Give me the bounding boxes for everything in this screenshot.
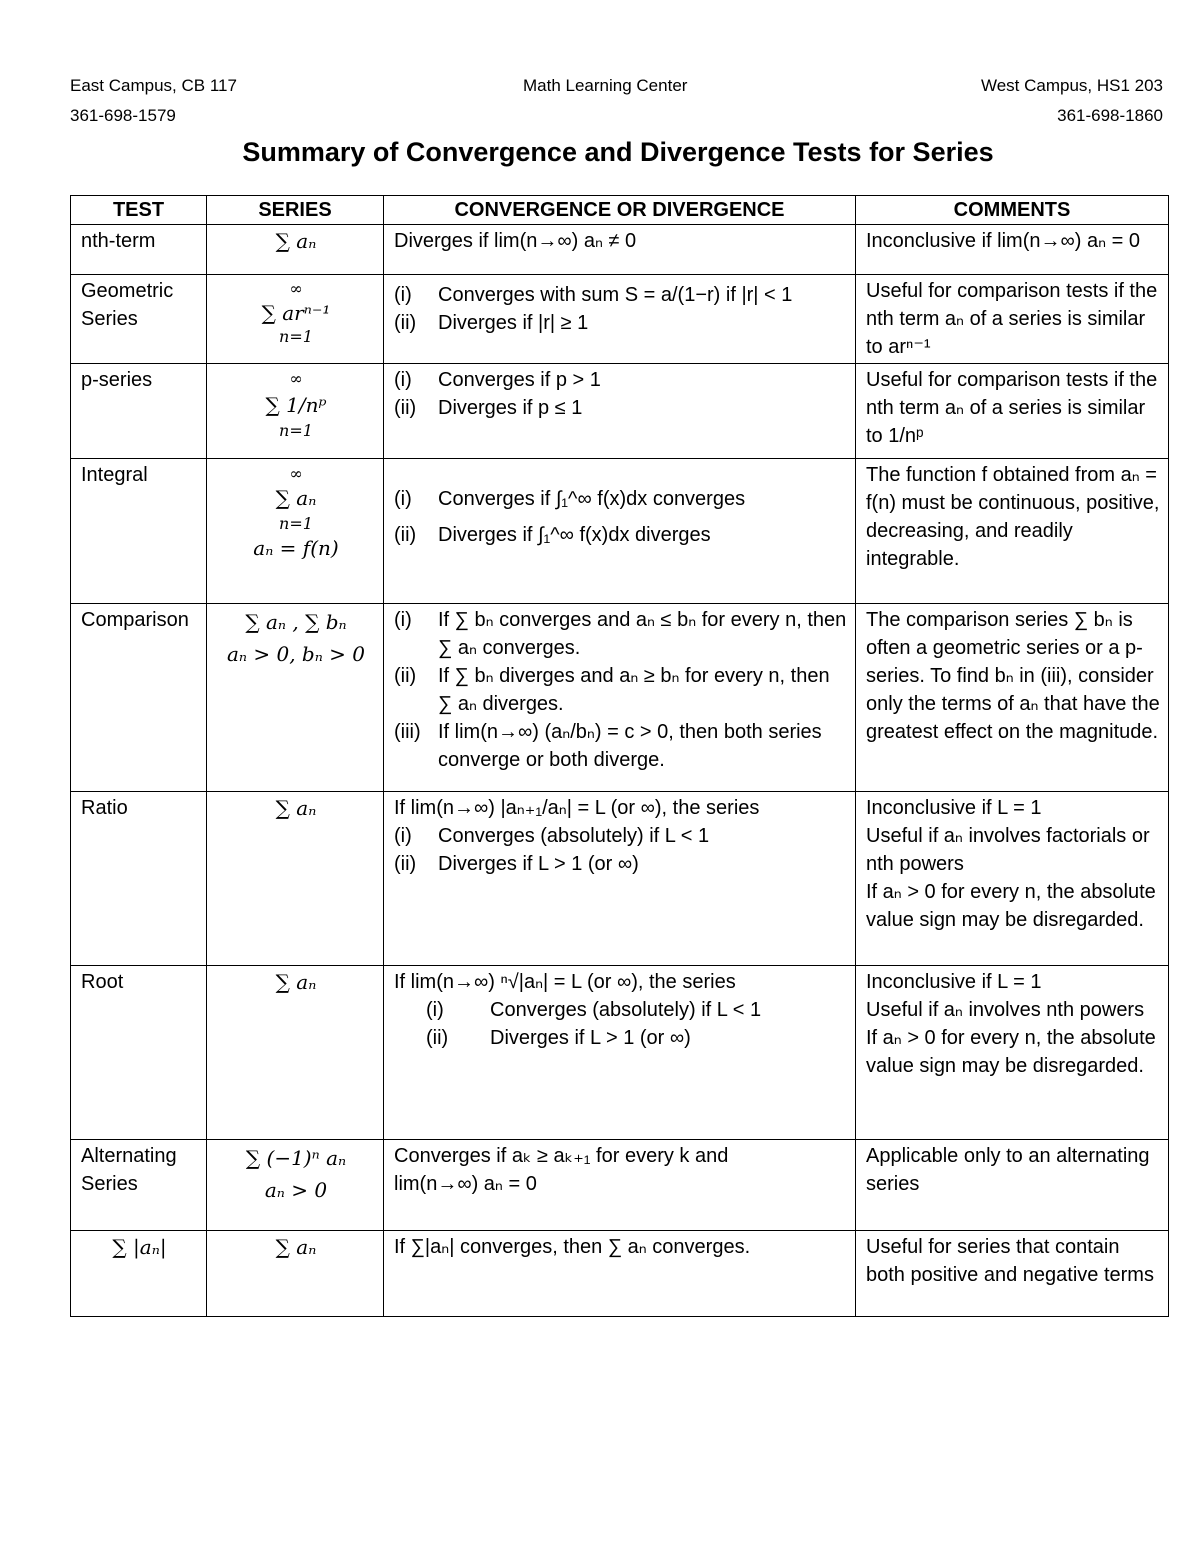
list-item — [394, 366, 847, 394]
series-cell — [207, 364, 384, 459]
series-upper-limit: ∞ — [289, 369, 303, 388]
test-name: Integral — [71, 459, 207, 604]
item-text: Converges (absolutely) if L < 1 — [438, 825, 710, 847]
series-lower-limit: n=1 — [279, 421, 313, 440]
convergence-text: If lim(n→∞) |aₙ₊₁/aₙ| = L (or ∞), the series — [394, 797, 760, 819]
convergence-cell — [384, 604, 856, 792]
convergence-text: If ∑|aₙ| converges, then ∑ aₙ converges. — [394, 1236, 751, 1258]
list-item — [394, 996, 847, 1024]
page-title: Summary of Convergence and Divergence Tests for Series — [242, 137, 994, 167]
comments-cell — [856, 604, 1169, 792]
tests-table — [70, 195, 1169, 1317]
series-formula: ∑ aₙ — [275, 229, 317, 253]
convergence-cell — [384, 275, 856, 364]
test-name: nth-term — [71, 225, 207, 275]
test-name: Root — [71, 966, 207, 1140]
comment-text: Useful if aₙ involves nth powers — [866, 999, 1145, 1021]
test-name: Alternating Series — [71, 1140, 207, 1231]
list-item — [394, 485, 847, 513]
table-row — [71, 225, 1169, 275]
list-item — [394, 606, 847, 662]
item-number: (i) — [394, 284, 412, 306]
item-text: Diverges if L > 1 (or ∞) — [438, 853, 639, 875]
header-right-line1: West Campus, HS1 203 — [980, 76, 1163, 95]
table-row — [71, 275, 1169, 364]
column-header-test: TEST — [71, 196, 207, 225]
convergence-cell — [384, 1140, 856, 1231]
convergence-text: Diverges if lim(n→∞) aₙ ≠ 0 — [394, 230, 637, 252]
table-row — [71, 966, 1169, 1140]
series-formula: ∑ (−1)ⁿ aₙ — [245, 1146, 347, 1170]
list-item — [394, 521, 847, 549]
series-formula: ∑ aₙ — [275, 486, 317, 510]
comment-text: Inconclusive if lim(n→∞) aₙ = 0 — [866, 230, 1140, 252]
comment-text: Inconclusive if L = 1 — [866, 797, 1042, 819]
series-condition: aₙ = f(n) — [253, 536, 339, 560]
series-formula: ∑ aₙ , ∑ bₙ — [245, 610, 347, 634]
list-item — [394, 394, 847, 422]
list-item — [394, 850, 847, 878]
convergence-text: lim(n→∞) aₙ = 0 — [394, 1173, 537, 1195]
comments-cell — [856, 364, 1169, 459]
series-formula: ∑ arⁿ⁻¹ — [261, 301, 331, 325]
item-text: If ∑ bₙ diverges and aₙ ≥ bₙ for every n, then ∑ aₙ diverges. — [438, 665, 830, 715]
item-text: Converges (absolutely) if L < 1 — [490, 999, 762, 1021]
item-text: Diverges if ∫₁^∞ f(x)dx diverges — [438, 524, 711, 546]
series-cell — [207, 966, 384, 1140]
series-formula: ∑ aₙ — [275, 970, 317, 994]
list-item — [394, 309, 847, 337]
table-row — [71, 1231, 1169, 1317]
list-item — [394, 822, 847, 850]
series-formula: ∑ aₙ — [275, 1235, 317, 1259]
item-text: Converges if ∫₁^∞ f(x)dx converges — [438, 488, 746, 510]
series-formula: ∑ aₙ — [275, 796, 317, 820]
comments-cell — [856, 1231, 1169, 1317]
convergence-cell — [384, 225, 856, 275]
list-item — [394, 662, 847, 718]
table-row — [71, 604, 1169, 792]
convergence-text: Converges if aₖ ≥ aₖ₊₁ for every k and — [394, 1145, 729, 1167]
item-number: (i) — [426, 999, 444, 1021]
header-left-line2: 361-698-1579 — [70, 106, 176, 125]
series-cell — [207, 459, 384, 604]
item-text: Converges with sum S = a/(1−r) if |r| < 1 — [438, 284, 793, 306]
item-number: (ii) — [394, 853, 417, 875]
series-condition: aₙ > 0, bₙ > 0 — [226, 642, 366, 666]
series-upper-limit: ∞ — [289, 464, 303, 483]
list-item — [394, 718, 847, 774]
series-cell — [207, 792, 384, 966]
list-item — [394, 281, 847, 309]
comment-text: Useful for series that contain both positive and negative terms — [866, 1236, 1154, 1286]
item-number: (iii) — [394, 721, 421, 743]
series-cell — [207, 275, 384, 364]
comment-text: If aₙ > 0 for every n, the absolute value sign may be disregarded. — [866, 1027, 1156, 1077]
item-number: (ii) — [394, 312, 417, 334]
item-number: (ii) — [394, 397, 417, 419]
test-name: Ratio — [71, 792, 207, 966]
column-header-comments: COMMENTS — [856, 196, 1169, 225]
comments-cell — [856, 225, 1169, 275]
column-header-convergence: CONVERGENCE OR DIVERGENCE — [384, 196, 856, 225]
test-name: Geometric Series — [71, 275, 207, 364]
item-number: (i) — [394, 488, 412, 510]
table-row — [71, 364, 1169, 459]
series-cell — [207, 604, 384, 792]
comment-text: Useful if aₙ involves factorials or nth powers — [866, 825, 1150, 875]
series-formula: ∑ 1/nᵖ — [265, 393, 327, 417]
comment-text: Useful for comparison tests if the nth term aₙ of a series is similar to 1/nᵖ — [866, 369, 1158, 447]
test-name: Comparison — [71, 604, 207, 792]
series-cell — [207, 1140, 384, 1231]
item-text: Diverges if p ≤ 1 — [438, 397, 583, 419]
comment-text: Inconclusive if L = 1 — [866, 971, 1042, 993]
convergence-cell — [384, 1231, 856, 1317]
test-name: ∑ |aₙ| — [71, 1231, 207, 1317]
list-item — [394, 1024, 847, 1052]
table-row — [71, 459, 1169, 604]
series-cell — [207, 225, 384, 275]
item-text: If ∑ bₙ converges and aₙ ≤ bₙ for every n, then ∑ aₙ converges. — [438, 609, 847, 659]
comments-cell — [856, 1140, 1169, 1231]
header-right-line2: 361-698-1860 — [1057, 106, 1163, 125]
convergence-cell — [384, 966, 856, 1140]
table-header-row — [71, 196, 1169, 225]
item-number: (ii) — [394, 524, 417, 546]
comment-text: The comparison series ∑ bₙ is often a geometric series or a p-series. To find bₙ in (iii), consider only the terms of aₙ that have the greatest effect on the magnitude. — [866, 609, 1160, 743]
series-lower-limit: n=1 — [279, 327, 313, 346]
item-number: (ii) — [394, 665, 417, 687]
table-row — [71, 792, 1169, 966]
item-text: Converges if p > 1 — [438, 369, 601, 391]
item-text: Diverges if |r| ≥ 1 — [438, 312, 589, 334]
comment-text: Useful for comparison tests if the nth term aₙ of a series is similar to arⁿ⁻¹ — [866, 280, 1158, 358]
convergence-cell — [384, 459, 856, 604]
comment-text: Applicable only to an alternating series — [866, 1145, 1150, 1195]
convergence-cell — [384, 364, 856, 459]
column-header-series: SERIES — [207, 196, 384, 225]
item-text: Diverges if L > 1 (or ∞) — [490, 1027, 691, 1049]
comment-text: The function f obtained from aₙ = f(n) must be continuous, positive, decreasing, and readily integrable. — [866, 464, 1160, 570]
series-condition: aₙ > 0 — [264, 1178, 328, 1202]
item-text: If lim(n→∞) (aₙ/bₙ) = c > 0, then both series converge or both diverge. — [438, 721, 822, 771]
table-row — [71, 1140, 1169, 1231]
convergence-cell — [384, 792, 856, 966]
comments-cell — [856, 966, 1169, 1140]
series-upper-limit: ∞ — [289, 279, 303, 298]
comments-cell — [856, 459, 1169, 604]
comments-cell — [856, 792, 1169, 966]
header-left-line1: East Campus, CB 117 — [70, 76, 237, 95]
comment-text: If aₙ > 0 for every n, the absolute value sign may be disregarded. — [866, 881, 1156, 931]
item-number: (i) — [394, 609, 412, 631]
item-number: (i) — [394, 825, 412, 847]
comments-cell — [856, 275, 1169, 364]
item-number: (i) — [394, 369, 412, 391]
convergence-text: If lim(n→∞) ⁿ√|aₙ| = L (or ∞), the series — [394, 971, 736, 993]
series-cell — [207, 1231, 384, 1317]
test-name: p-series — [71, 364, 207, 459]
item-number: (ii) — [426, 1027, 449, 1049]
header-center: Math Learning Center — [523, 76, 688, 95]
series-lower-limit: n=1 — [279, 514, 313, 533]
